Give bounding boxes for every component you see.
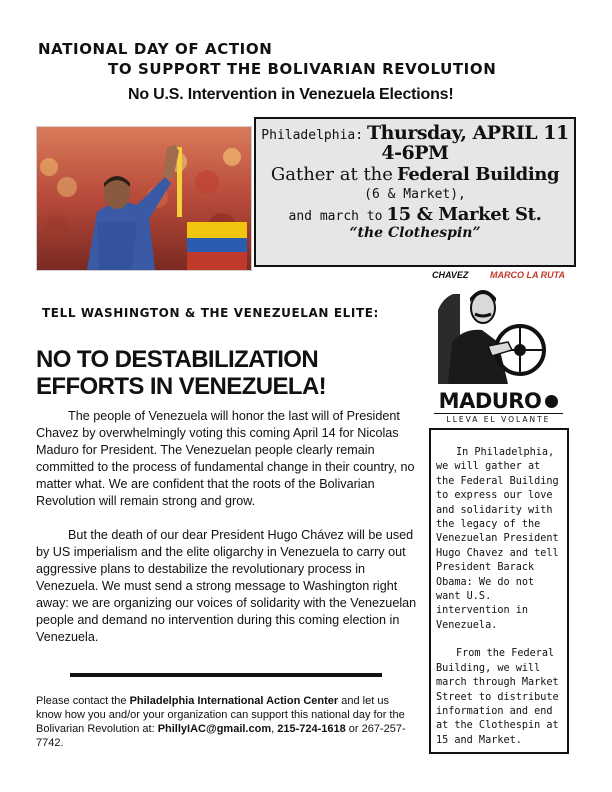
poster-ruta-text: MARCO LA RUTA [490, 270, 565, 280]
event-city: Philadelphia: [261, 128, 364, 143]
event-address: (6 & Market), [364, 187, 466, 202]
poster-badge-icon [545, 395, 558, 408]
main-headline: NO TO DESTABILIZATION EFFORTS IN VENEZUELA! [36, 346, 327, 400]
contact-paragraph [36, 694, 416, 750]
contact-text-1: Please contact the [36, 695, 130, 707]
header-line-2: TO SUPPORT THE BOLIVARIAN REVOLUTION [108, 60, 497, 78]
event-gather-prefix: Gather at the [270, 164, 393, 185]
sidebar-paragraph-2: From the Federal Building, we will march through Market Street to distribute information and end at the Clothespin at 15 and Market. [436, 648, 559, 746]
header-line-1: NATIONAL DAY OF ACTION [38, 40, 273, 58]
tell-washington-heading: TELL WASHINGTON & THE VENEZUELAN ELITE: [42, 306, 379, 320]
event-march-prefix: and march to [288, 209, 383, 224]
event-date: Thursday, APRIL 11 [367, 122, 569, 144]
contact-organization: Philadelphia International Action Center [129, 695, 339, 707]
event-details-box [254, 117, 576, 267]
photo-chavez-waving [36, 126, 252, 271]
contact-text-2: and let us know how you and/or your organization can support this national day for the Bolivarian Revolution at: [36, 695, 405, 735]
poster-tagline: LLEVA EL VOLANTE [434, 413, 563, 424]
event-gather-place: Federal Building [396, 164, 560, 185]
event-time: 4-6PM [381, 142, 449, 164]
poster-maduro-name: MADURO [438, 389, 542, 413]
contact-phone-1[interactable]: 215-724-1618 [277, 723, 346, 735]
divider-rule [70, 673, 382, 677]
poster-chavez-text: CHAVEZ [432, 270, 469, 280]
body-paragraph-2: But the death of our dear President Hugo Chávez will be used by US imperialism and the elite oligarchy in Venezuela to carry out aggressive plans to destabilize the revolutionary process in Venezuela. We must send a strong message to Washington right away: we are organizing our voices of solidarity with the Venezuelan people and demand no intervention during this coming election in Venezuela. [36, 528, 417, 644]
event-city-date-line [256, 122, 574, 144]
event-march-place: 15 & Market St. [386, 204, 542, 225]
poster-maduro-illustration [428, 280, 569, 384]
contact-text-4: or 267-257-7742. [36, 723, 406, 749]
contact-email[interactable]: PhillyIAC@gmail.com [157, 723, 272, 735]
body-paragraph-1: The people of Venezuela will honor the last will of President Chavez by overwhelmingly voting this coming April 14 for Nicolas Maduro for President. The Venezuelan people clearly remain committed to the process of fundamental change in their country, no matter what. We are confident that the roots of the Bolivarian Revolution will remain strong and grow. [36, 409, 415, 508]
contact-text-3: , [271, 723, 278, 735]
maduro-poster [428, 268, 569, 426]
sidebar-box [429, 428, 569, 754]
event-landmark: “the Clothespin” [349, 225, 481, 241]
event-gather-line [256, 164, 574, 185]
header-line-3: No U.S. Intervention in Venezuela Elections! [128, 86, 454, 103]
event-march-line [256, 204, 574, 225]
sidebar-paragraph-1: In Philadelphia, we will gather at the Federal Building to express our love and solidarity with the legacy of the Venezuelan President Hugo Chavez and tell President Barack Obama: We do not want U.S. intervention in Venezuela. [436, 447, 559, 631]
